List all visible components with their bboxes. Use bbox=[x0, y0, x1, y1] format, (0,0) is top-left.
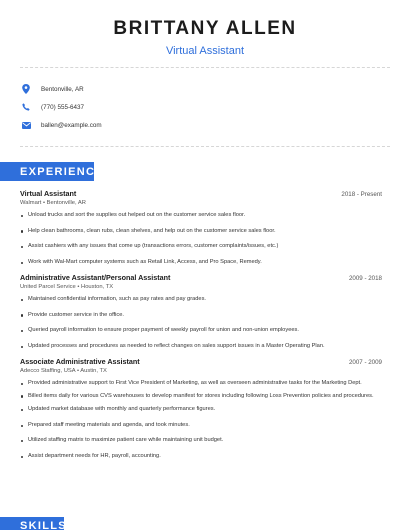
divider bbox=[20, 67, 390, 68]
job-bullet: Utilized staffing matrix to maximize patient care while maintaining unit budget. bbox=[20, 437, 382, 445]
job-bullet: Unload trucks and sort the supplies out helped out on the customer service sales floor. bbox=[20, 212, 382, 220]
job-bullet: Updated market database with monthly and quarterly performance figures. bbox=[20, 406, 382, 414]
section-header-experience: EXPERIENCE bbox=[0, 162, 94, 181]
job-location: Bentonville, AR bbox=[46, 200, 86, 206]
job-bullet: Billed items daily for various CVS warehouses to develop manifest for stores including following Loss Prevention policies and procedures. bbox=[20, 393, 382, 401]
job-company-line: Adecco Staffing, USA • Austin, TX bbox=[20, 368, 107, 374]
job-bullet: Maintained confidential information, such as pay rates and pay grades. bbox=[20, 296, 382, 304]
job-company: Walmart bbox=[20, 200, 42, 206]
contact-location-text: Bentonville, AR bbox=[41, 85, 84, 93]
job-bullet: Provide customer service in the office. bbox=[20, 312, 382, 320]
job-bullet: Prepared staff meeting materials and agenda, and took minutes. bbox=[20, 422, 382, 430]
phone-icon bbox=[20, 101, 32, 113]
job-location: Houston, TX bbox=[81, 284, 114, 290]
job-title: Administrative Assistant/Personal Assistant bbox=[20, 273, 171, 282]
job-company-line: Walmart • Bentonville, AR bbox=[20, 200, 86, 206]
job-entry bbox=[20, 273, 382, 350]
candidate-name: BRITTANY ALLEN bbox=[113, 18, 297, 39]
job-company: United Parcel Service bbox=[20, 284, 76, 290]
job-entry bbox=[20, 189, 382, 266]
job-entry bbox=[20, 357, 382, 461]
job-title: Associate Administrative Assistant bbox=[20, 357, 140, 366]
job-bullets bbox=[20, 212, 382, 266]
job-bullet: Assist department needs for HR, payroll, accounting. bbox=[20, 453, 382, 461]
job-bullets bbox=[20, 296, 382, 350]
contact-list bbox=[20, 80, 390, 134]
job-company-line: United Parcel Service • Houston, TX bbox=[20, 284, 114, 290]
contact-location bbox=[20, 80, 390, 98]
job-dates: 2009 - 2018 bbox=[348, 275, 382, 282]
job-bullet: Queried payroll information to ensure proper payment of weekly payroll for union and non-union employees. bbox=[20, 327, 382, 335]
job-bullet: Provided administrative support to First Vice President of Marketing, as well as overseen administrative tasks for the Marketing Dept. bbox=[20, 380, 382, 388]
job-company: Adecco Staffing, USA bbox=[20, 368, 76, 374]
divider bbox=[20, 146, 390, 147]
contact-phone bbox=[20, 98, 390, 116]
job-bullet: Work with Wal-Mart computer systems such as Retail Link, Access, and Pro Space, Remedy. bbox=[20, 259, 382, 267]
contact-email bbox=[20, 116, 390, 134]
candidate-title: Virtual Assistant bbox=[165, 45, 245, 57]
job-bullet: Updated processes and procedures as needed to reflect changes on sales support issues in a Master Operating Plan. bbox=[20, 343, 382, 351]
email-icon bbox=[20, 119, 32, 131]
job-bullet: Assist cashiers with any issues that come up (transactions errors, customer complaints/issues, etc.) bbox=[20, 243, 382, 251]
resume-header bbox=[0, 18, 410, 58]
job-location: Austin, TX bbox=[80, 368, 107, 374]
contact-email-text: ballen@example.com bbox=[41, 121, 102, 129]
location-pin-icon bbox=[20, 83, 32, 95]
job-bullets bbox=[20, 380, 382, 461]
job-dates: 2007 - 2009 bbox=[348, 359, 382, 366]
job-title: Virtual Assistant bbox=[20, 189, 77, 198]
job-dates: 2018 - Present bbox=[341, 191, 382, 198]
contact-phone-text: (770) 555-6437 bbox=[41, 103, 85, 111]
section-header-skills: SKILLS bbox=[0, 517, 64, 530]
job-bullet: Help clean bathrooms, clean rubs, clean shelves, and help out on the customer service sales floor. bbox=[20, 228, 382, 236]
